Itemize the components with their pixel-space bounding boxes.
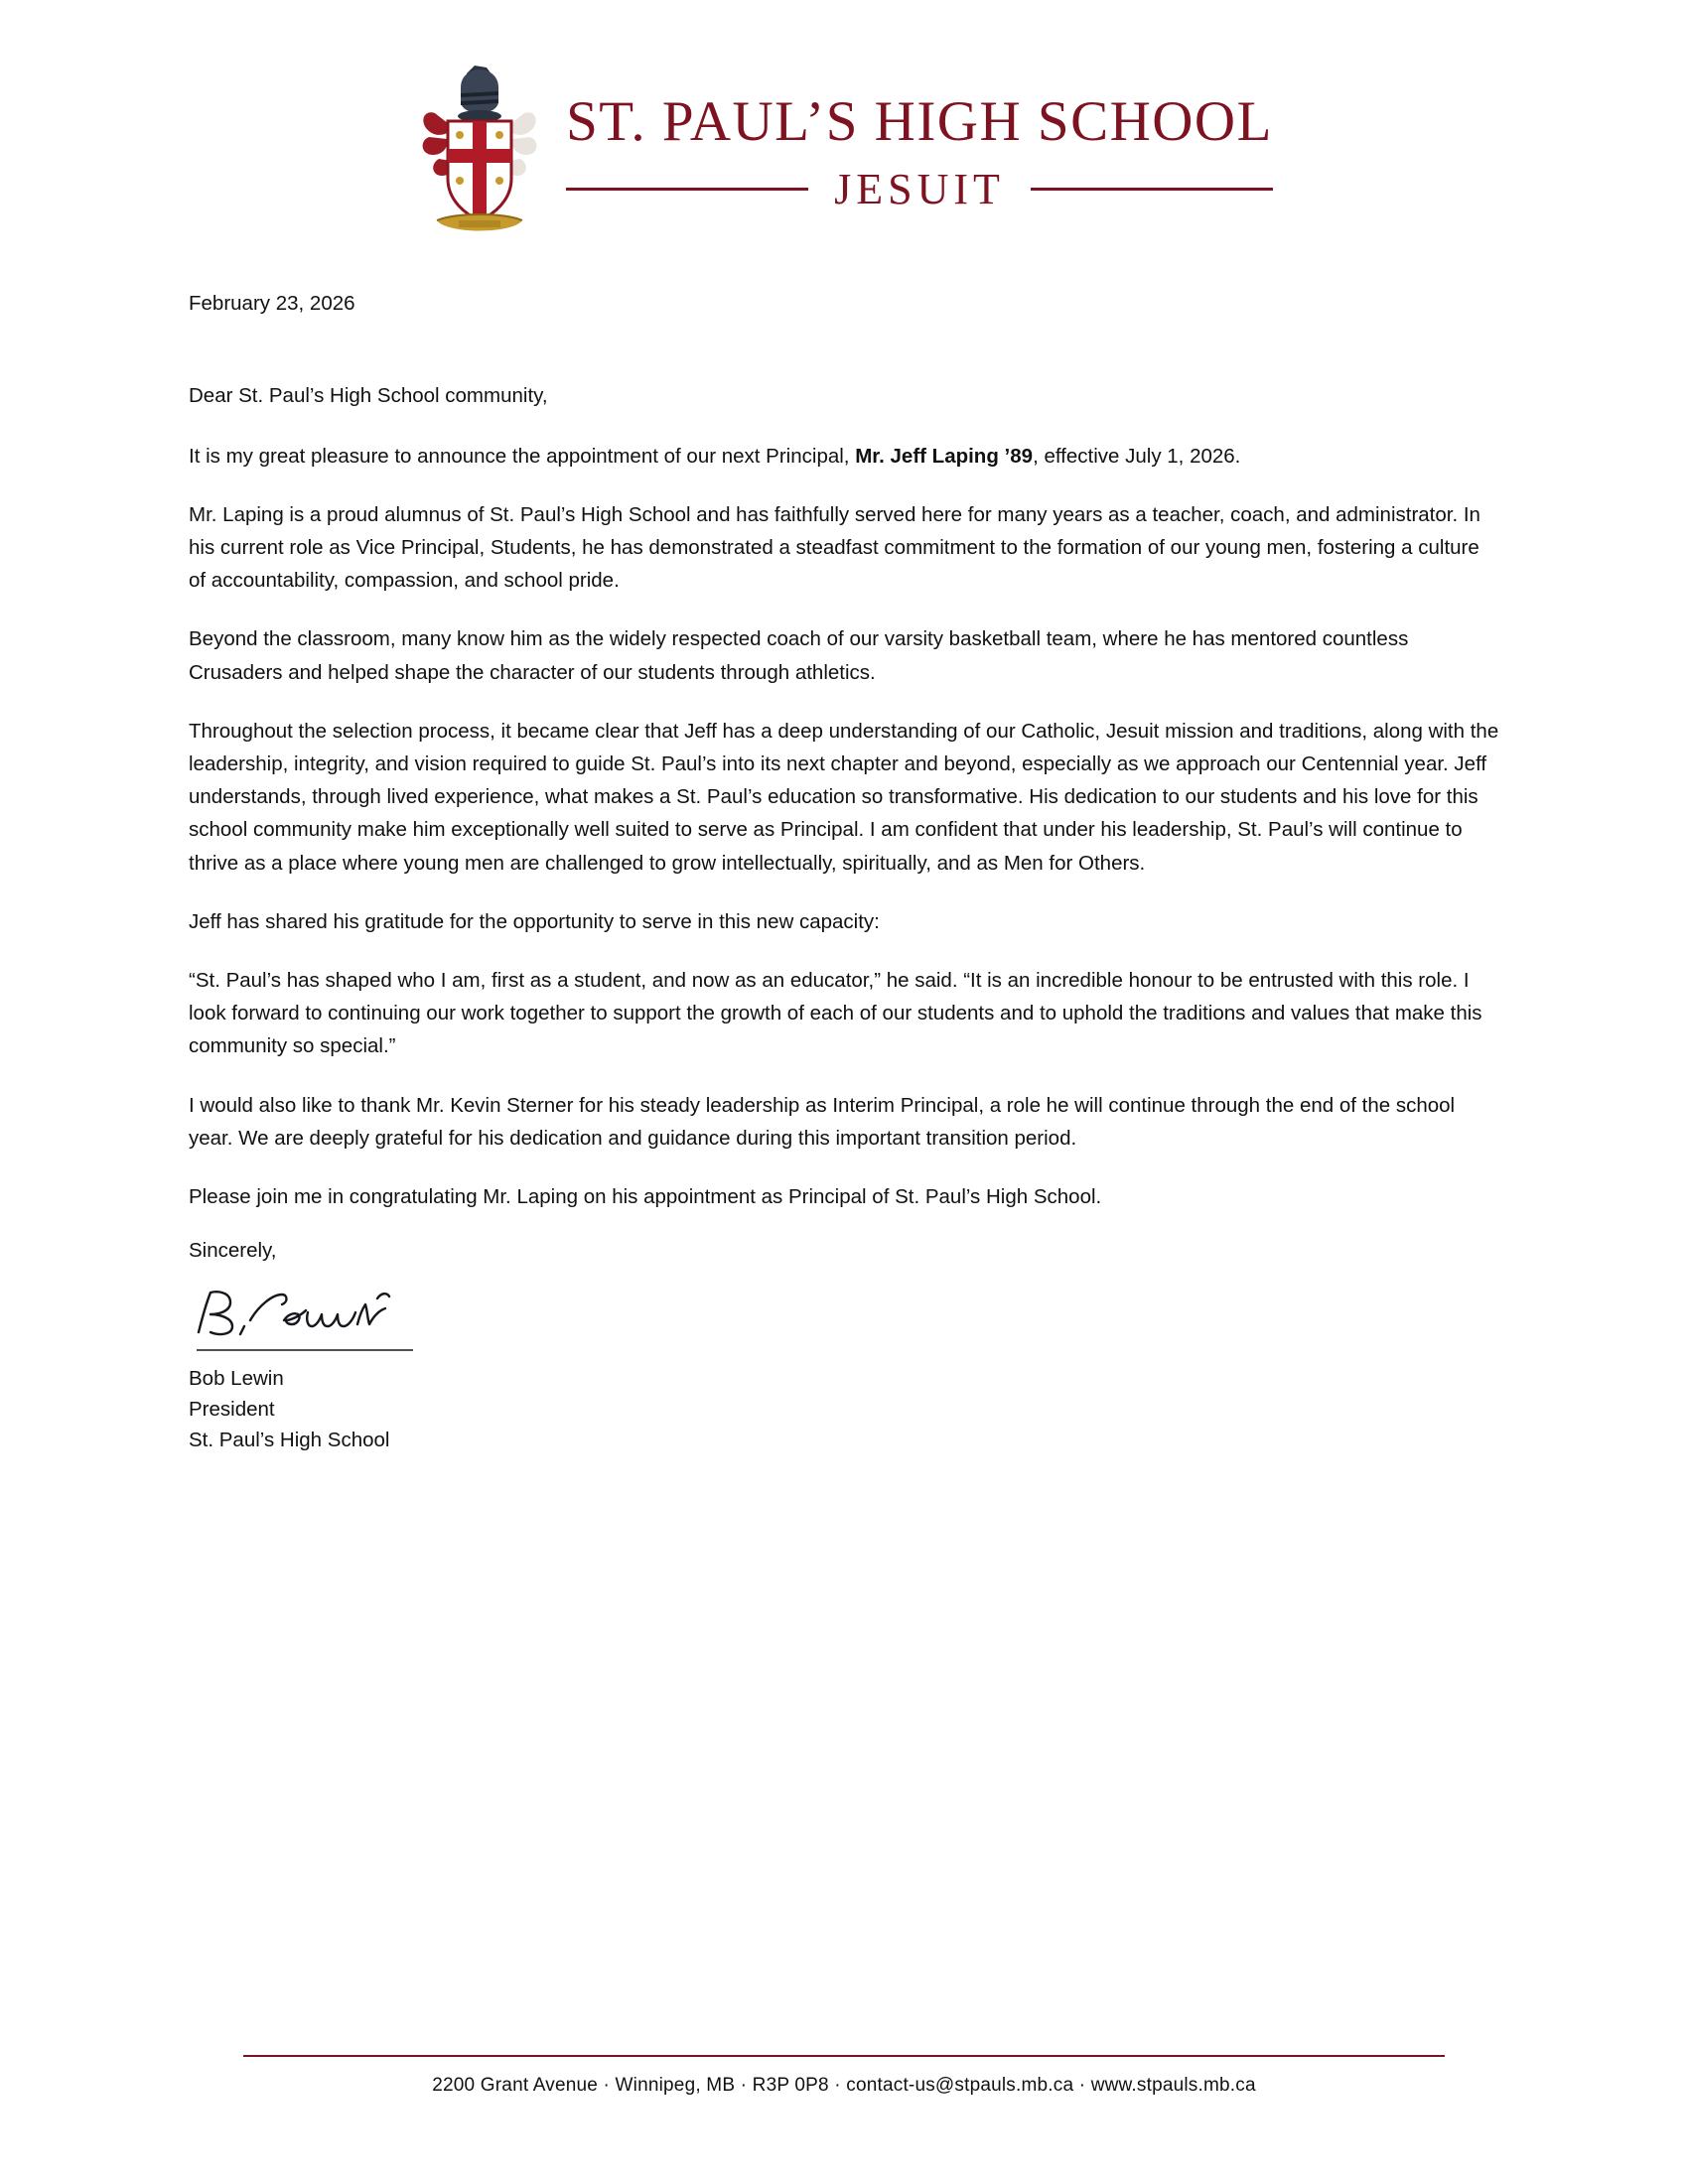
school-crest-icon [415, 62, 544, 245]
footer-contact-line: 2200 Grant Avenue · Winnipeg, MB · R3P 0P8 · contact-us@stpauls.mb.ca · www.stpauls.mb.ca [432, 2075, 1256, 2096]
footer [0, 2055, 1688, 2097]
paragraph-1-text-after: , effective July 1, 2026. [1033, 444, 1241, 468]
divider-left [566, 188, 808, 191]
divider-right [1031, 188, 1273, 191]
paragraph-4: Throughout the selection process, it became clear that Jeff has a deep understanding of our Catholic, Jesuit mission and traditions, along with the leadership, integrity, and vision required to guide St. Paul’s into its next chapter and beyond, especially as we approach our Centennial year. Jeff understands, through lived experience, what makes a St. Paul’s education so transformative. His dedication to our students and his love for this school community make him exceptionally well suited to serve as Principal. I am confident that under his leadership, St. Paul’s will continue to thrive as a place where young men are challenged to grow intellectually, spiritually, and as Men for Others. [189, 719, 1499, 875]
jesuit-subtitle: JESUIT [834, 164, 1005, 213]
page-title: ST. PAUL’S HIGH SCHOOL [566, 90, 1273, 154]
signer-name: Bob Lewin [189, 1367, 284, 1391]
paragraph-5: Jeff has shared his gratitude for the opportunity to serve in this new capacity: [189, 909, 880, 933]
handwritten-signature [189, 1281, 422, 1358]
jesuit-subtitle-row [566, 164, 1273, 214]
paragraph-6-quote: “St. Paul’s has shaped who I am, first as a student, and now as an educator,” he said. “It is an incredible honour to be entrusted with this role. I look forward to continuing our work together to support the growth of each of our students and to uphold the traditions and values that make this community so special.” [189, 968, 1482, 1058]
salutation: Dear St. Paul’s High School community, [189, 383, 548, 407]
paragraph-1 [189, 440, 1499, 473]
paragraph-7: I would also like to thank Mr. Kevin Sterner for his steady leadership as Interim Principal, a role he will continue through the end of the school year. We are deeply grateful for his dedication and guidance during this important transition period. [189, 1093, 1456, 1150]
footer-divider [243, 2055, 1445, 2057]
signer-title: President [189, 1397, 275, 1421]
paragraph-2: Mr. Laping is a proud alumnus of St. Paul’s High School and has faithfully served here for many years as a teacher, coach, and administrator. In his current role as Vice Principal, Students, he has demonstrated a steadfast commitment to the formation of our young men, fostering a culture of accountability, compassion, and school pride. [189, 502, 1480, 593]
paragraph-1-text-before: It is my great pleasure to announce the appointment of our next Principal, [189, 444, 856, 468]
closing: Sincerely, [189, 1239, 277, 1263]
signature-block [189, 1364, 1499, 1455]
paragraph-8: Please join me in congratulating Mr. Laping on his appointment as Principal of St. Paul’s High School. [189, 1184, 1102, 1208]
letterhead [0, 0, 1688, 255]
principal-name: Mr. Jeff Laping ’89 [855, 444, 1034, 468]
signer-organization: St. Paul’s High School [189, 1428, 390, 1451]
paragraph-3: Beyond the classroom, many know him as the widely respected coach of our varsity basketball team, where he has mentored countless Crusaders and helped shape the character of our students through athletics. [189, 627, 1409, 684]
letter-date: February 23, 2026 [189, 292, 355, 315]
letter-body [0, 289, 1688, 1455]
